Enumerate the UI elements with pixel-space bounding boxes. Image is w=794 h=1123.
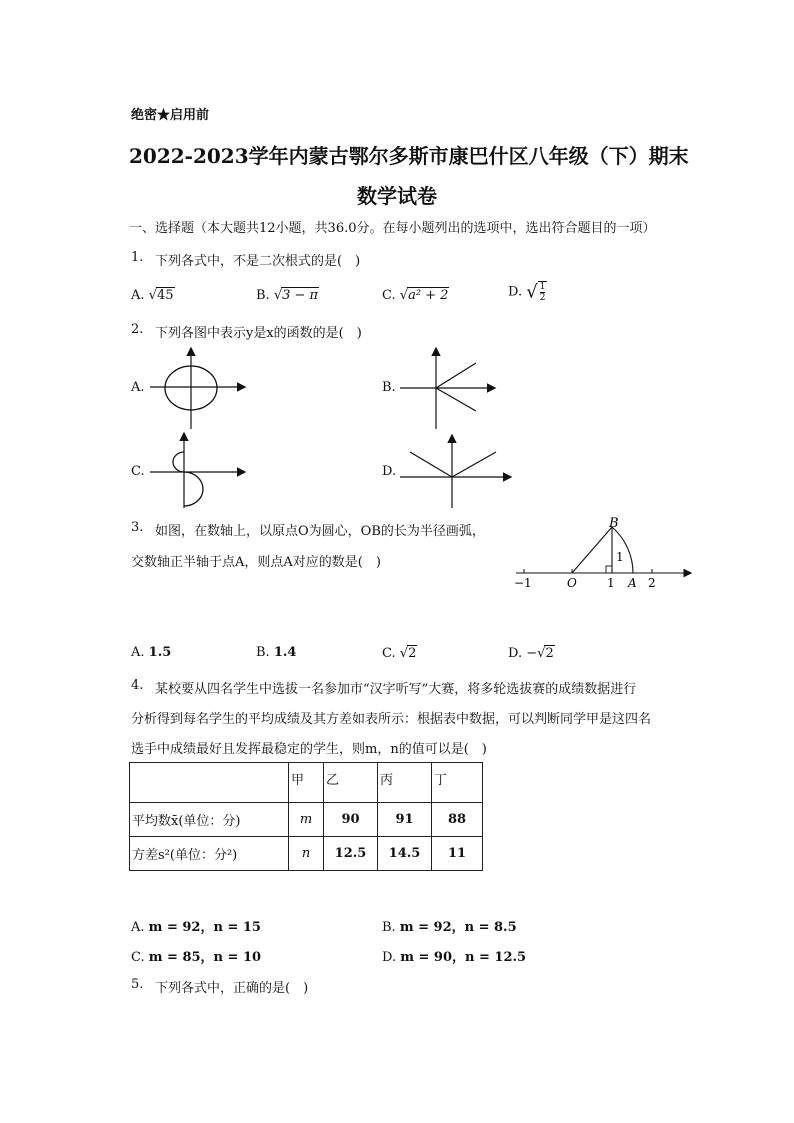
q4-option-b	[382, 916, 517, 935]
q1-stem: 下列各式中，不是二次根式的是( )	[155, 254, 361, 269]
option-value: m = 90，n = 12.5	[400, 950, 527, 965]
q4-stem-line1: 某校要从四名学生中选拔一名参加市“汉字听写”大赛，将多轮选拔赛的成绩数据进行	[155, 682, 637, 697]
table-cell: 11	[432, 837, 483, 871]
q5-number: 5.	[131, 977, 144, 992]
q2-graph-c	[150, 430, 250, 510]
sqrt-symbol: √	[537, 646, 546, 661]
q3-stem-line1: 如图，在数轴上，以原点O为圆心，OB的长为半径画弧，	[155, 524, 485, 539]
table-header-cell: 丙	[378, 763, 432, 803]
option-label: C.	[382, 646, 396, 661]
option-value: m = 92，n = 15	[148, 920, 261, 935]
radicand: 2	[545, 646, 554, 661]
tick-label-two: 2	[648, 576, 656, 590]
fraction	[538, 281, 548, 303]
option-value: m = 92，n = 8.5	[399, 920, 517, 935]
q3-option-a	[131, 645, 171, 660]
option-label: B.	[256, 288, 270, 303]
sqrt-symbol: √	[526, 281, 538, 303]
table-cell: 90	[324, 803, 378, 837]
point-a-label: A	[628, 576, 637, 590]
option-label: A.	[131, 288, 145, 303]
table-row-label: 平均数x̄(单位：分)	[130, 803, 289, 837]
origin-label: O	[567, 576, 577, 590]
table-cell: n	[289, 837, 324, 871]
point-b-label: B	[609, 516, 619, 531]
table-header-cell: 乙	[324, 763, 378, 803]
option-value: 1.4	[273, 645, 297, 660]
sqrt-symbol: √	[399, 288, 409, 303]
q1-option-d	[508, 281, 547, 303]
q1-option-b	[256, 287, 319, 303]
option-label: A.	[131, 645, 145, 660]
q4-number: 4.	[131, 678, 144, 693]
q4-option-c	[131, 946, 261, 965]
q4-option-a	[131, 916, 261, 935]
q2-graph-b	[400, 345, 500, 430]
table-row	[130, 803, 483, 837]
q1-option-a	[131, 287, 175, 303]
table-row	[130, 837, 483, 871]
page-title-line1: 2022-2023学年内蒙古鄂尔多斯市康巴什区八年级（下）期末	[129, 144, 689, 168]
table-cell: 12.5	[324, 837, 378, 871]
tick-label-one: 1	[607, 576, 615, 590]
radicand: a² + 2	[408, 288, 449, 303]
table-cell: 91	[378, 803, 432, 837]
table-header-cell	[130, 763, 289, 803]
table-cell: 88	[432, 803, 483, 837]
q2-graph-d	[400, 432, 515, 510]
q3-option-d	[508, 645, 555, 661]
q1-number: 1.	[131, 250, 144, 265]
minus-sign: −	[526, 646, 538, 661]
tick-label-minus-one: −1	[514, 576, 532, 590]
option-value: 1.5	[148, 645, 172, 660]
q3-option-c	[382, 645, 417, 661]
q3-stem-line2: 交数轴正半轴于点A，则点A对应的数是( )	[131, 555, 381, 570]
q4-option-d	[382, 946, 526, 965]
option-label: D.	[382, 950, 397, 965]
q3-number: 3.	[131, 520, 144, 535]
table-header-cell: 丁	[432, 763, 483, 803]
option-label: D.	[508, 284, 523, 300]
q2-number: 2.	[131, 322, 144, 337]
option-label: D.	[508, 646, 523, 661]
q5-stem: 下列各式中，正确的是( )	[155, 981, 309, 996]
numerator: 1	[539, 282, 546, 292]
q4-stem-line2: 分析得到每名学生的平均成绩及其方差如表所示：根据表中数据，可以判断同学甲是这四名	[131, 712, 652, 727]
secret-mark: 绝密★启用前	[131, 108, 210, 123]
radicand: 3 − π	[282, 288, 319, 303]
q2-option-a-label: A.	[131, 380, 145, 395]
denominator: 2	[539, 293, 546, 303]
table-header-row	[130, 763, 483, 803]
radicand: 2	[408, 646, 417, 661]
section-heading: 一、选择题（本大题共12小题，共36.0分。在每小题列出的选项中，选出符合题目的一项）	[129, 221, 656, 236]
q2-option-d-label: D.	[382, 464, 397, 479]
q2-graph-a	[150, 345, 250, 430]
sqrt-symbol: √	[273, 288, 283, 303]
page-title-line2: 数学试卷	[357, 184, 437, 208]
radicand: 45	[156, 288, 174, 303]
table-cell: 14.5	[378, 837, 432, 871]
segment-length-label: 1	[616, 550, 624, 564]
table-header-cell: 甲	[289, 763, 324, 803]
sqrt-symbol: √	[148, 288, 157, 303]
q3-option-b	[256, 645, 296, 660]
table-cell: m	[289, 803, 324, 837]
q2-option-c-label: C.	[131, 464, 145, 479]
option-label: A.	[131, 920, 145, 935]
q2-stem: 下列各图中表示y是x的函数的是( )	[155, 326, 362, 341]
option-label: C.	[382, 288, 396, 303]
option-label: B.	[256, 645, 270, 660]
q3-number-line-figure	[510, 515, 695, 590]
option-value: m = 85，n = 10	[148, 950, 262, 965]
table-row-label: 方差s²(单位：分²)	[130, 837, 289, 871]
option-label: C.	[131, 950, 145, 965]
q4-stem-line3: 选手中成绩最好且发挥最稳定的学生，则m，n的值可以是( )	[131, 742, 487, 757]
q2-option-b-label: B.	[382, 380, 396, 395]
score-table	[129, 762, 483, 871]
q1-option-c	[382, 287, 449, 303]
sqrt-symbol: √	[399, 646, 409, 661]
option-label: B.	[382, 920, 396, 935]
